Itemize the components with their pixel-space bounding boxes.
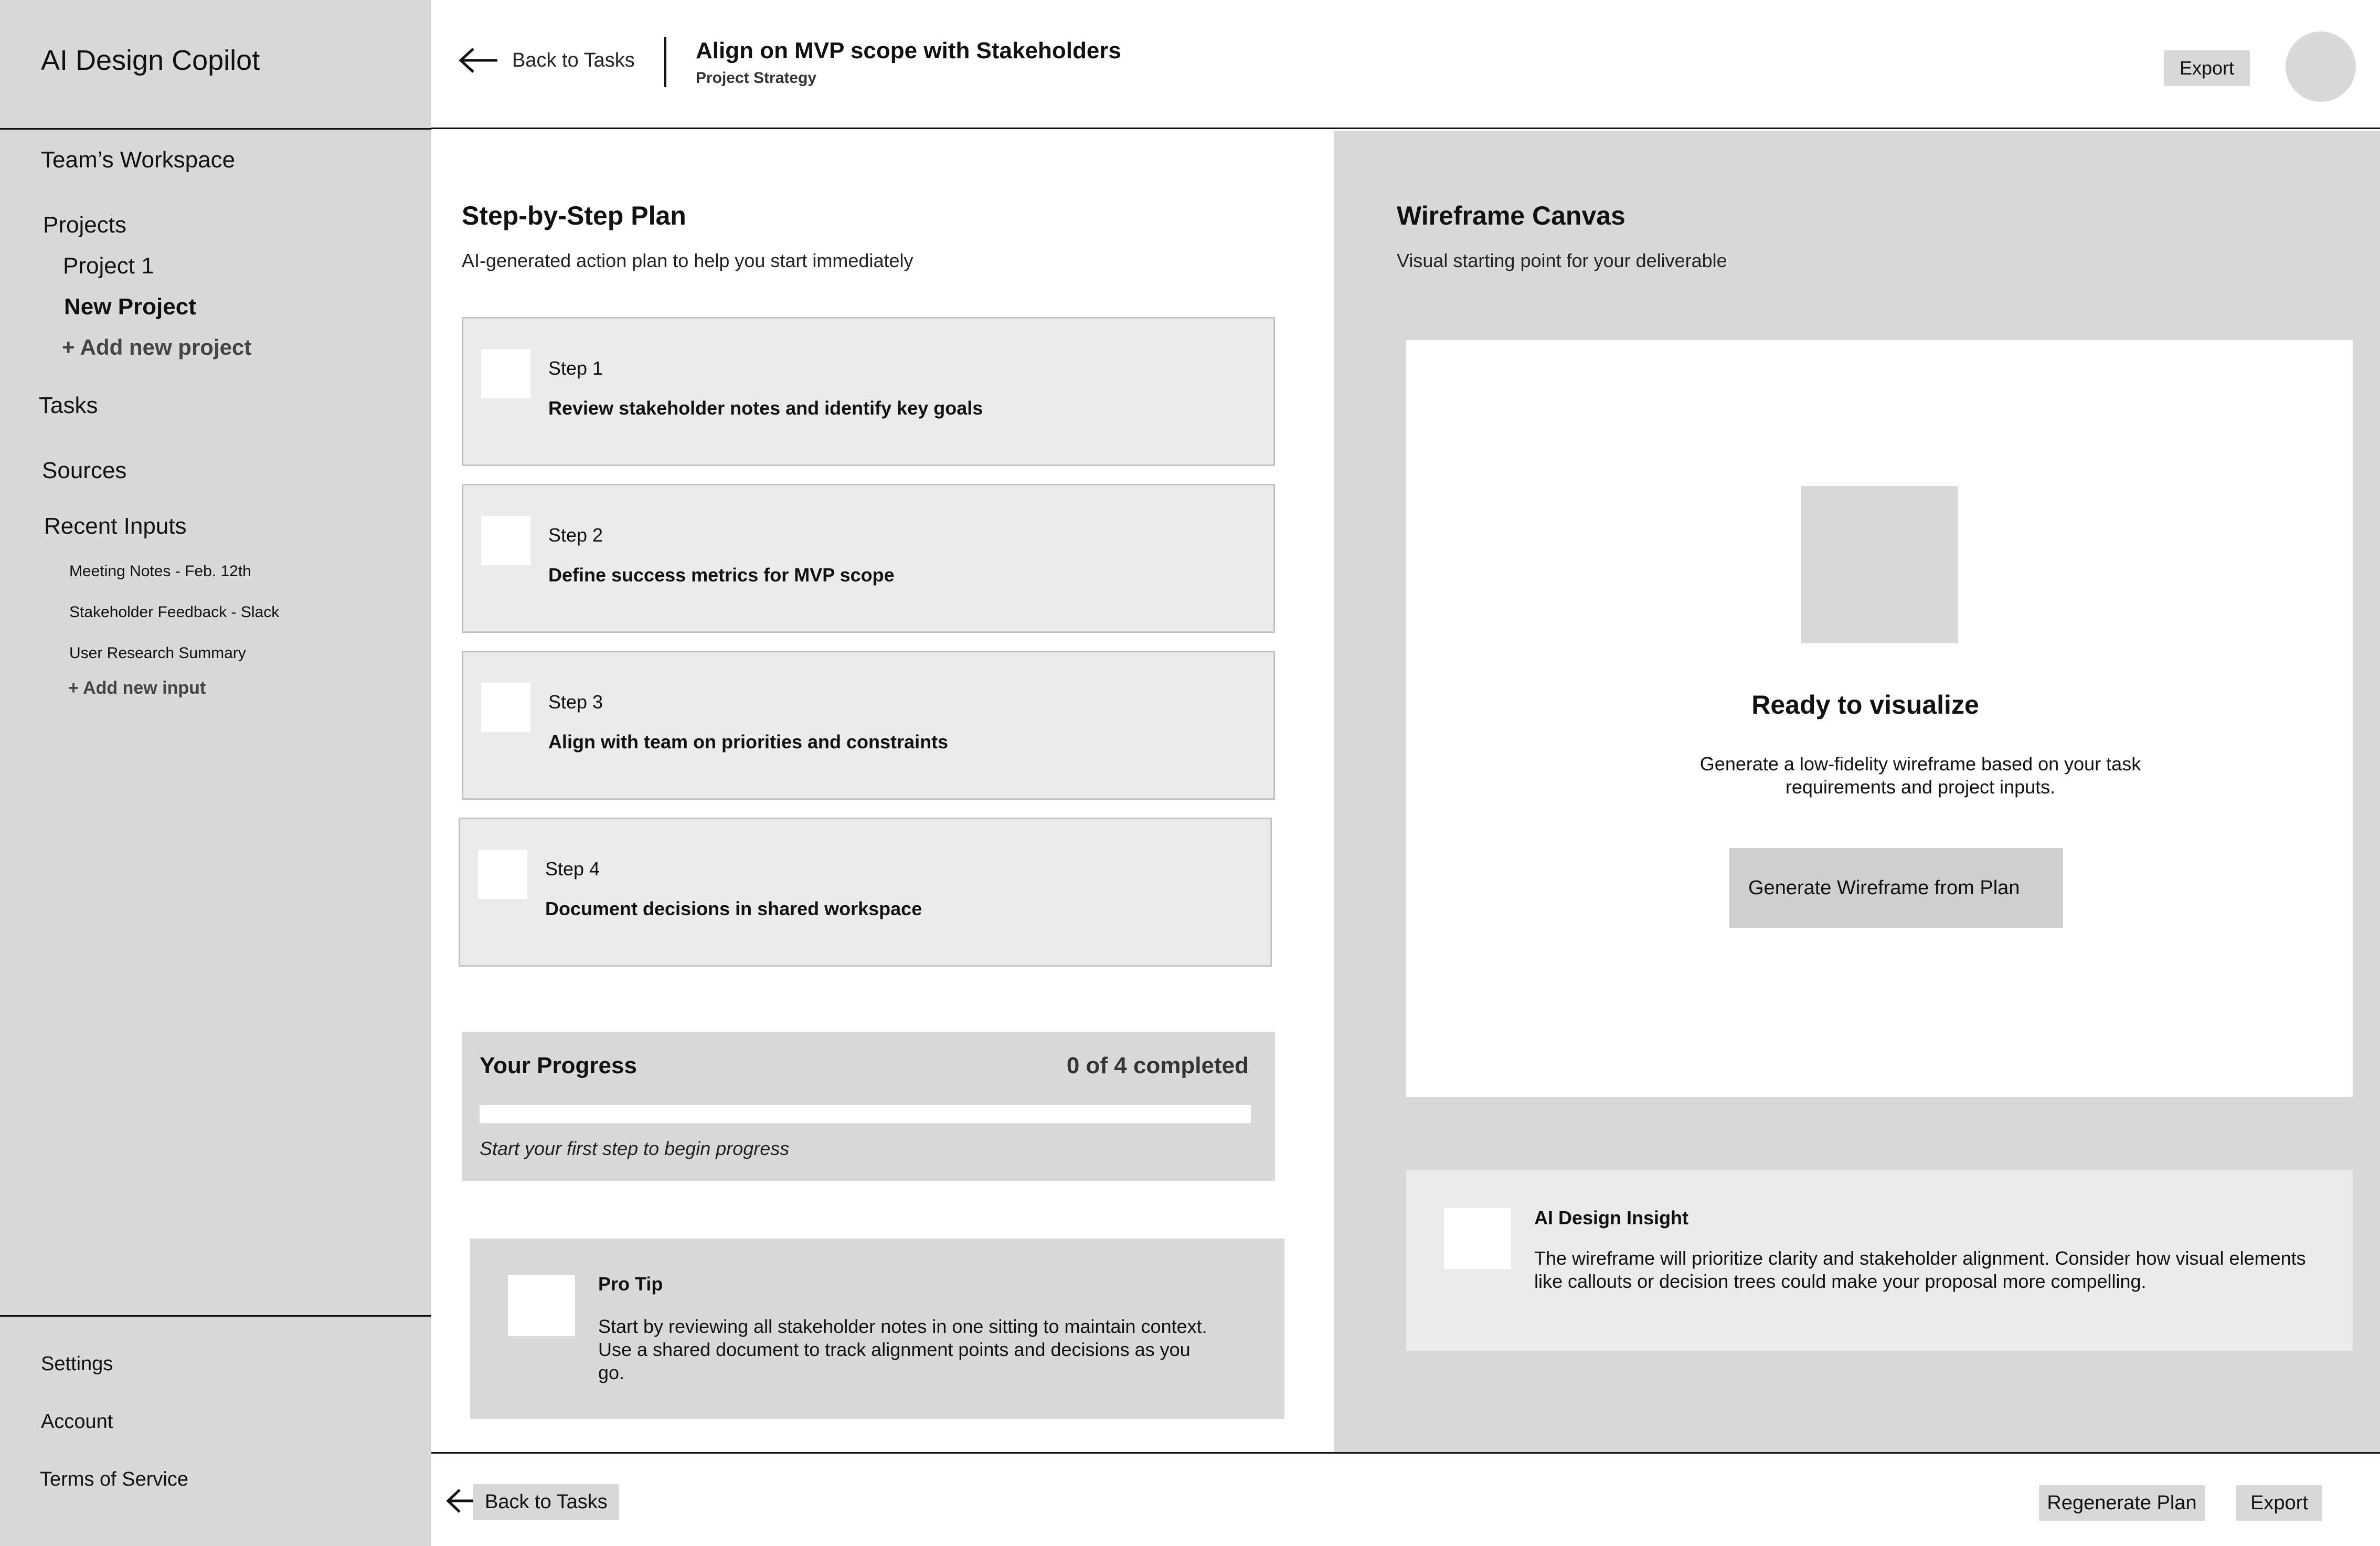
- export-button-top[interactable]: Export: [2164, 50, 2250, 86]
- arrow-left-icon: [459, 47, 498, 73]
- sidebar-item-tasks[interactable]: Tasks: [39, 393, 98, 418]
- header: [431, 0, 2380, 129]
- avatar[interactable]: [2286, 31, 2356, 102]
- app-title: AI Design Copilot: [41, 45, 260, 76]
- step-checkbox[interactable]: [481, 516, 530, 565]
- sparkle-icon: [1444, 1208, 1511, 1269]
- task-title: Align on MVP scope with Stakeholders: [696, 38, 1121, 63]
- plan-description: AI-generated action plan to help you start immediately: [462, 250, 913, 271]
- canvas-title: Wireframe Canvas: [1397, 201, 1625, 230]
- sidebar-item-settings[interactable]: Settings: [41, 1353, 113, 1375]
- step-text: Document decisions in shared workspace: [545, 898, 922, 919]
- lightbulb-icon: [508, 1275, 575, 1336]
- step-card[interactable]: [462, 317, 1275, 466]
- pro-tip-text: Start by reviewing all stakeholder notes in one sitting to maintain context. Use a shared document to track alignment points and decisions as you go.: [598, 1316, 1207, 1383]
- progress-hint: Start your first step to begin progress: [480, 1138, 790, 1159]
- regenerate-plan-button[interactable]: Regenerate Plan: [2039, 1485, 2205, 1521]
- sidebar-item-projects[interactable]: Projects: [43, 212, 126, 238]
- sidebar-item-terms[interactable]: Terms of Service: [40, 1468, 188, 1490]
- export-button-bottom[interactable]: Export: [2236, 1485, 2322, 1521]
- image-placeholder-icon: [1801, 486, 1958, 643]
- insight-text: The wireframe will prioritize clarity and stakeholder alignment. Consider how visual elements like callouts or decision trees could make your proposal more compelling.: [1534, 1247, 2306, 1292]
- insight-title: AI Design Insight: [1534, 1207, 1689, 1229]
- generate-wireframe-button[interactable]: Generate Wireframe from Plan: [1729, 848, 2063, 928]
- progress-panel: [462, 1032, 1275, 1181]
- task-subtitle: Project Strategy: [696, 69, 817, 87]
- sidebar-item-workspace[interactable]: Team’s Workspace: [41, 147, 236, 173]
- step-number: Step 3: [548, 691, 603, 713]
- canvas-ready-title: Ready to visualize: [1751, 690, 1979, 719]
- canvas-ready-description: Generate a low-fidelity wireframe based on your task requirements and project inputs.: [1699, 753, 2141, 798]
- canvas-description: Visual starting point for your deliverable: [1397, 250, 1727, 271]
- step-number: Step 1: [548, 357, 603, 379]
- step-card[interactable]: [459, 818, 1272, 967]
- sidebar: [0, 0, 431, 1546]
- step-number: Step 4: [545, 858, 600, 880]
- step-card[interactable]: [462, 484, 1275, 633]
- step-card[interactable]: [462, 651, 1275, 800]
- back-to-tasks-bottom[interactable]: [446, 1484, 619, 1520]
- pro-tip-panel: [470, 1238, 1284, 1419]
- step-text: Review stakeholder notes and identify key goals: [548, 397, 983, 419]
- sidebar-divider: [0, 128, 431, 130]
- sidebar-item-new-project[interactable]: New Project: [64, 294, 196, 320]
- progress-bar: [480, 1105, 1251, 1123]
- sidebar-item-project-1[interactable]: Project 1: [63, 253, 154, 279]
- recent-input-item[interactable]: User Research Summary: [69, 644, 246, 662]
- recent-input-item[interactable]: Meeting Notes - Feb. 12th: [69, 563, 251, 580]
- step-checkbox[interactable]: [478, 850, 527, 899]
- back-label: Back to Tasks: [512, 49, 635, 71]
- sidebar-divider: [0, 1315, 431, 1317]
- wireframe-canvas: [1406, 340, 2353, 1097]
- sidebar-item-account[interactable]: Account: [41, 1411, 113, 1433]
- sidebar-item-sources[interactable]: Sources: [42, 458, 127, 483]
- sidebar-item-recent-inputs[interactable]: Recent Inputs: [44, 513, 187, 539]
- step-checkbox[interactable]: [481, 349, 530, 398]
- add-project-button[interactable]: + Add new project: [62, 335, 252, 359]
- back-label: Back to Tasks: [473, 1484, 619, 1520]
- progress-title: Your Progress: [480, 1053, 637, 1078]
- recent-input-item[interactable]: Stakeholder Feedback - Slack: [69, 603, 280, 621]
- progress-count: 0 of 4 completed: [1066, 1053, 1249, 1078]
- step-number: Step 2: [548, 524, 603, 546]
- step-text: Define success metrics for MVP scope: [548, 564, 895, 586]
- step-text: Align with team on priorities and constraints: [548, 731, 949, 753]
- add-input-button[interactable]: + Add new input: [68, 678, 206, 698]
- ai-insight-panel: [1406, 1170, 2353, 1351]
- arrow-left-icon: [446, 1488, 473, 1517]
- plan-title: Step-by-Step Plan: [462, 201, 686, 230]
- pro-tip-title: Pro Tip: [598, 1273, 663, 1295]
- header-divider: [664, 37, 666, 87]
- step-checkbox[interactable]: [481, 683, 530, 732]
- back-to-tasks-top[interactable]: [459, 47, 635, 73]
